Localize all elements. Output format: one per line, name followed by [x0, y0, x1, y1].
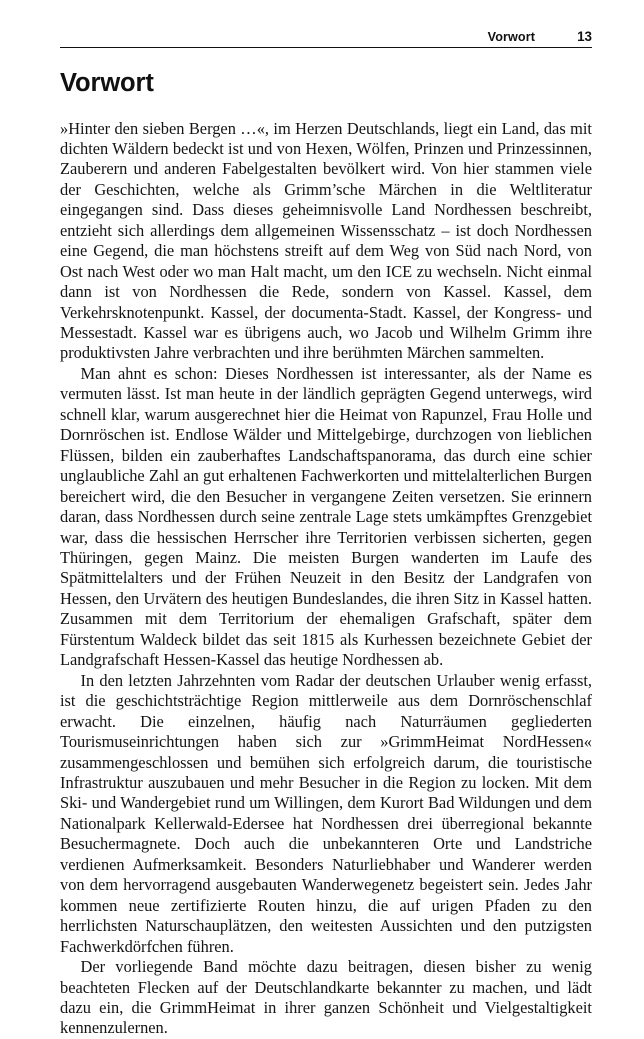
body-text	[60, 119, 592, 1039]
chapter-title: Vorwort	[60, 69, 154, 97]
paragraph: Der vorliegende Band möchte dazu beitragen, diesen bisher zu wenig beachteten Flecken auf der Deutschlandkarte bekannter zu machen, und lädt dazu ein, die GrimmHeimat in ihrer ganzen Schönheit und Vielgestaltigkeit kennenzulernen.	[60, 957, 592, 1038]
running-head-title: Vorwort	[487, 30, 535, 44]
page-content-column	[60, 0, 592, 1039]
paragraph: »Hinter den sieben Bergen …«, im Herzen Deutschlands, liegt ein Land, das mit dichten Wäldern bedeckt ist und von Hexen, Wölfen, Prinzen und Prinzessinnen, Zauberern und anderen Fabelgestalten bevölkert wird. Von hier stammen viele der Geschichten, welche als Grimm’sche Märchen in die Weltliteratur eingegangen sind. Dass dieses geheimnisvolle Land Nordhessen beschreibt, entzieht sich allerdings dem allgemeinen Wissensschatz – ist doch Nordhessen eine Gegend, die man höchstens streift auf dem Weg von Süd nach Nord, von Ost nach West oder wo man Halt macht, um den ICE zu wechseln. Nicht einmal dann ist von Nordhessen die Rede, sondern von Kassel. Kassel, dem Verkehrsknotenpunkt. Kassel, der documenta-Stadt. Kassel, der Kongress- und Messestadt. Kassel war es übrigens auch, wo Jacob und Wilhelm Grimm ihre produktivsten Jahre verbrachten und ihre berühmten Märchen sammelten.	[60, 118, 592, 363]
running-head	[60, 0, 592, 48]
page-number: 13	[577, 29, 592, 44]
paragraph: In den letzten Jahrzehnten vom Radar der deutschen Urlauber wenig erfasst, ist die geschichtsträchtige Region mittlerweile aus dem Dornröschenschlaf erwacht. Die einzelnen, häufig nach Naturräumen gegliederten Tourismuseinrichtungen haben sich zur »GrimmHeimat NordHessen« zusammengeschlossen und bemühen sich erfolgreich darum, die touristische Infrastruktur auszubauen und mehr Besucher in die Region zu locken. Mit dem Ski- und Wandergebiet rund um Willingen, dem Kurort Bad Wildungen und dem Nationalpark Kellerwald-Edersee hat Nordhessen drei überregional bekannte Besuchermagnete. Doch auch die unbekannteren Orte und Landstriche verdienen Aufmerksamkeit. Besonders Naturliebhaber und Wanderer werden von dem hervorragend ausgebauten Wanderwegenetz begeistert sein. Jedes Jahr kommen neue zertifizierte Routen hinzu, die auf urigen Pfaden zu den herrlichsten Naturschauplätzen, den weitesten Aussichten und den putzigsten Fachwerkdörfchen führen.	[60, 670, 592, 956]
paragraph: Man ahnt es schon: Dieses Nordhessen ist interessanter, als der Name es vermuten lässt. Ist man heute in der ländlich geprägten Gegend unterwegs, wird schnell klar, warum ausgerechnet hier die Heimat von Rapunzel, Frau Holle und Dornröschen ist. Endlose Wälder und Mittelgebirge, durchzogen von lieblichen Flüssen, bilden ein zauberhaftes Landschaftspanorama, das durch eine schier unglaubliche Zahl an gut erhaltenen Fachwerkorten und mittelalterlichen Burgen bereichert wird, die den Besucher in vergangene Zeiten versetzen. Sie erinnern daran, dass Nordhessen durch seine zentrale Lage stets umkämpftes Grenzgebiet war, dass die hessischen Herrscher ihre Territorien verbissen sicherten, gegen Thüringen, gegen Mainz. Die meisten Burgen wanderten im Laufe des Spätmittelalters und der Frühen Neuzeit in den Besitz der Landgrafen von Hessen, den Urvätern des heutigen Bundeslandes, die ihren Sitz in Kassel hatten. Zusammen mit dem Territorium der ehemaligen Grafschaft, später dem Fürstentum Waldeck bildet das seit 1815 als Kurhessen bezeichnete Gebiet der Landgrafschaft Hessen-Kassel das heutige Nordhessen ab.	[60, 363, 592, 670]
